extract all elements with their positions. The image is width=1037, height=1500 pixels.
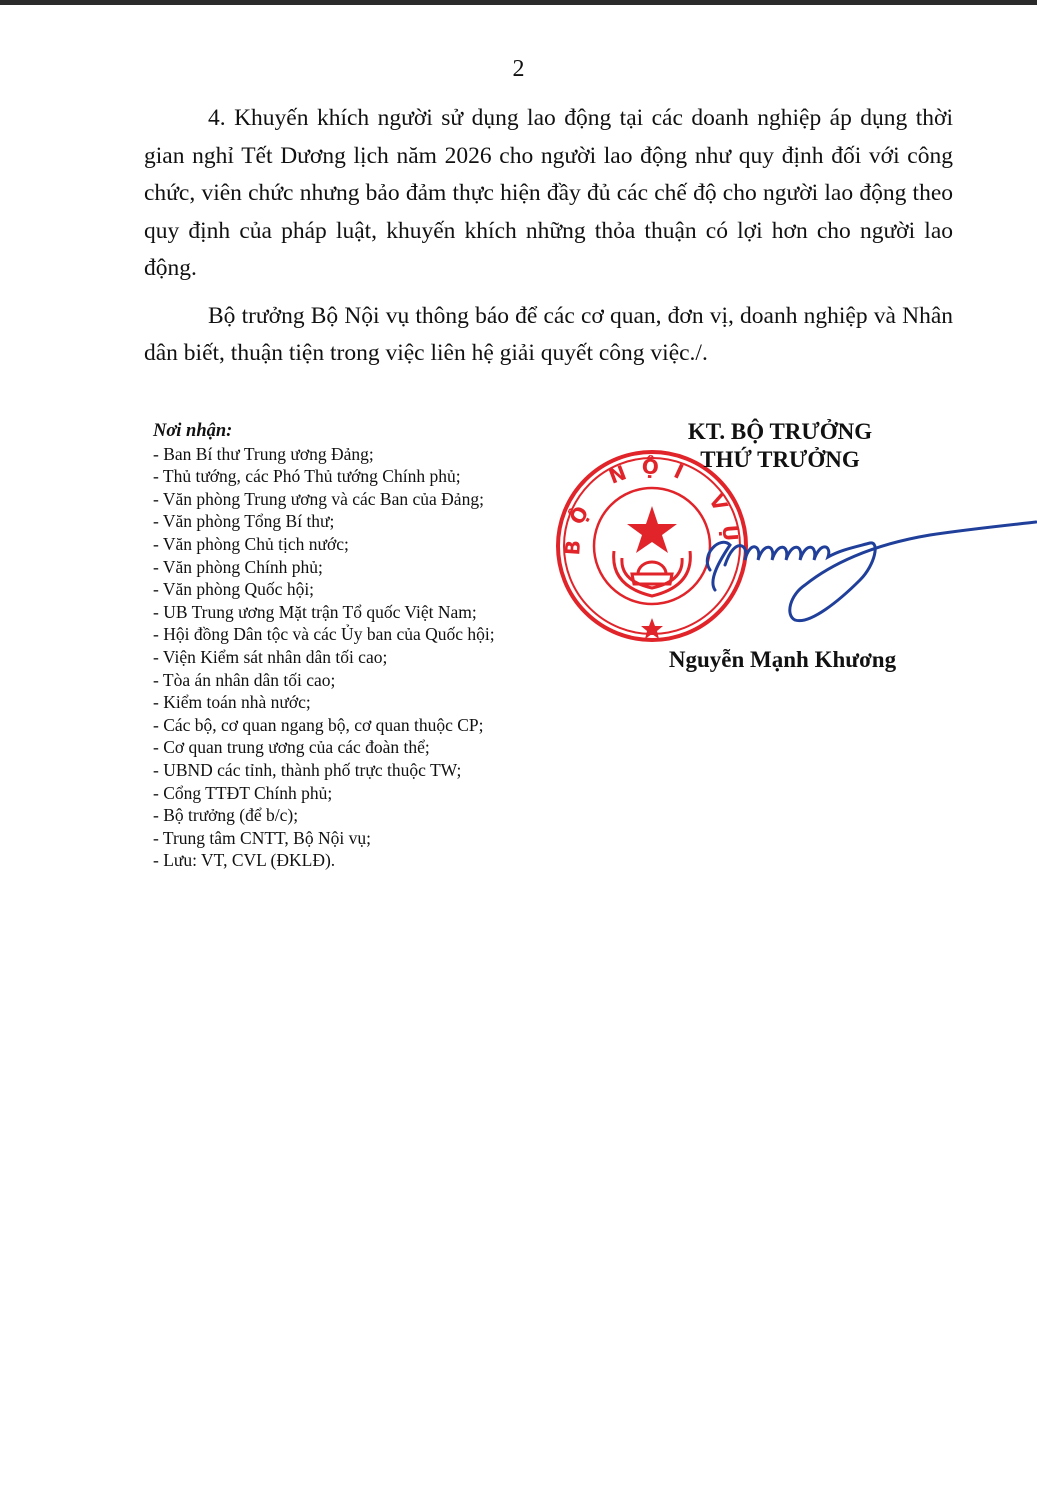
signer-name: Nguyễn Mạnh Khương — [668, 647, 897, 672]
recipient-item: - Cổng TTĐT Chính phủ; — [153, 782, 333, 803]
top-border — [0, 0, 1037, 5]
page-number: 2 — [512, 56, 525, 82]
recipient-item: - Hội đồng Dân tộc và các Ủy ban của Quốc hội; — [153, 624, 495, 645]
recipient-item: - Văn phòng Quốc hội; — [153, 579, 315, 600]
stamp-ring-text: BỘ NỘI VỤ — [560, 454, 744, 557]
recipient-item: - Văn phòng Tổng Bí thư; — [153, 511, 335, 532]
recipient-item: - Văn phòng Trung ương và các Ban của Đảng; — [153, 488, 484, 509]
recipient-item: - UBND các tỉnh, thành phố trực thuộc TW; — [153, 759, 462, 780]
recipients-list — [153, 420, 573, 872]
recipient-item: - Văn phòng Chính phủ; — [153, 556, 323, 577]
recipient-item: - Lưu: VT, CVL (ĐKLĐ). — [153, 850, 336, 871]
recipient-item: - Kiểm toán nhà nước; — [153, 692, 311, 713]
handwritten-signature-icon — [690, 505, 1037, 630]
recipients-title: Nơi nhận: — [153, 421, 233, 441]
recipient-item: - Bộ trưởng (để b/c); — [153, 805, 299, 826]
recipient-item: - Tòa án nhân dân tối cao; — [153, 669, 336, 690]
document-body — [144, 100, 953, 383]
signature-title-line1: KT. BỘ TRƯỞNG — [687, 419, 873, 444]
recipient-item: - Cơ quan trung ương của các đoàn thể; — [153, 737, 430, 758]
recipient-item: - Các bộ, cơ quan ngang bộ, cơ quan thuộc CP; — [153, 714, 484, 735]
recipient-item: - Trung tâm CNTT, Bộ Nội vụ; — [153, 827, 371, 848]
recipient-item: - Thủ tướng, các Phó Thủ tướng Chính phủ; — [153, 466, 461, 487]
recipient-item: - Văn phòng Chủ tịch nước; — [153, 533, 349, 554]
recipient-item: - Viện Kiểm sát nhân dân tối cao; — [153, 646, 388, 667]
paragraph-4: 4. Khuyến khích người sử dụng lao động tại các doanh nghiệp áp dụng thời gian nghỉ Tết Dương lịch năm 2026 cho người lao động như quy định đối với công chức, viên chức nhưng bảo đảm thực hiện đầy đủ các chế độ cho người lao động theo quy định của pháp luật, khuyến khích những thỏa thuận có lợi hơn cho người lao động. — [144, 105, 953, 281]
signature-title-line2: THỨ TRƯỞNG — [700, 447, 860, 472]
closing-paragraph: Bộ trưởng Bộ Nội vụ thông báo để các cơ quan, đơn vị, doanh nghiệp và Nhân dân biết, thuận tiện trong việc liên hệ giải quyết công việc./. — [144, 302, 953, 366]
recipient-item: - UB Trung ương Mặt trận Tổ quốc Việt Nam; — [153, 601, 477, 622]
recipient-item: - Ban Bí thư Trung ương Đảng; — [153, 443, 374, 464]
